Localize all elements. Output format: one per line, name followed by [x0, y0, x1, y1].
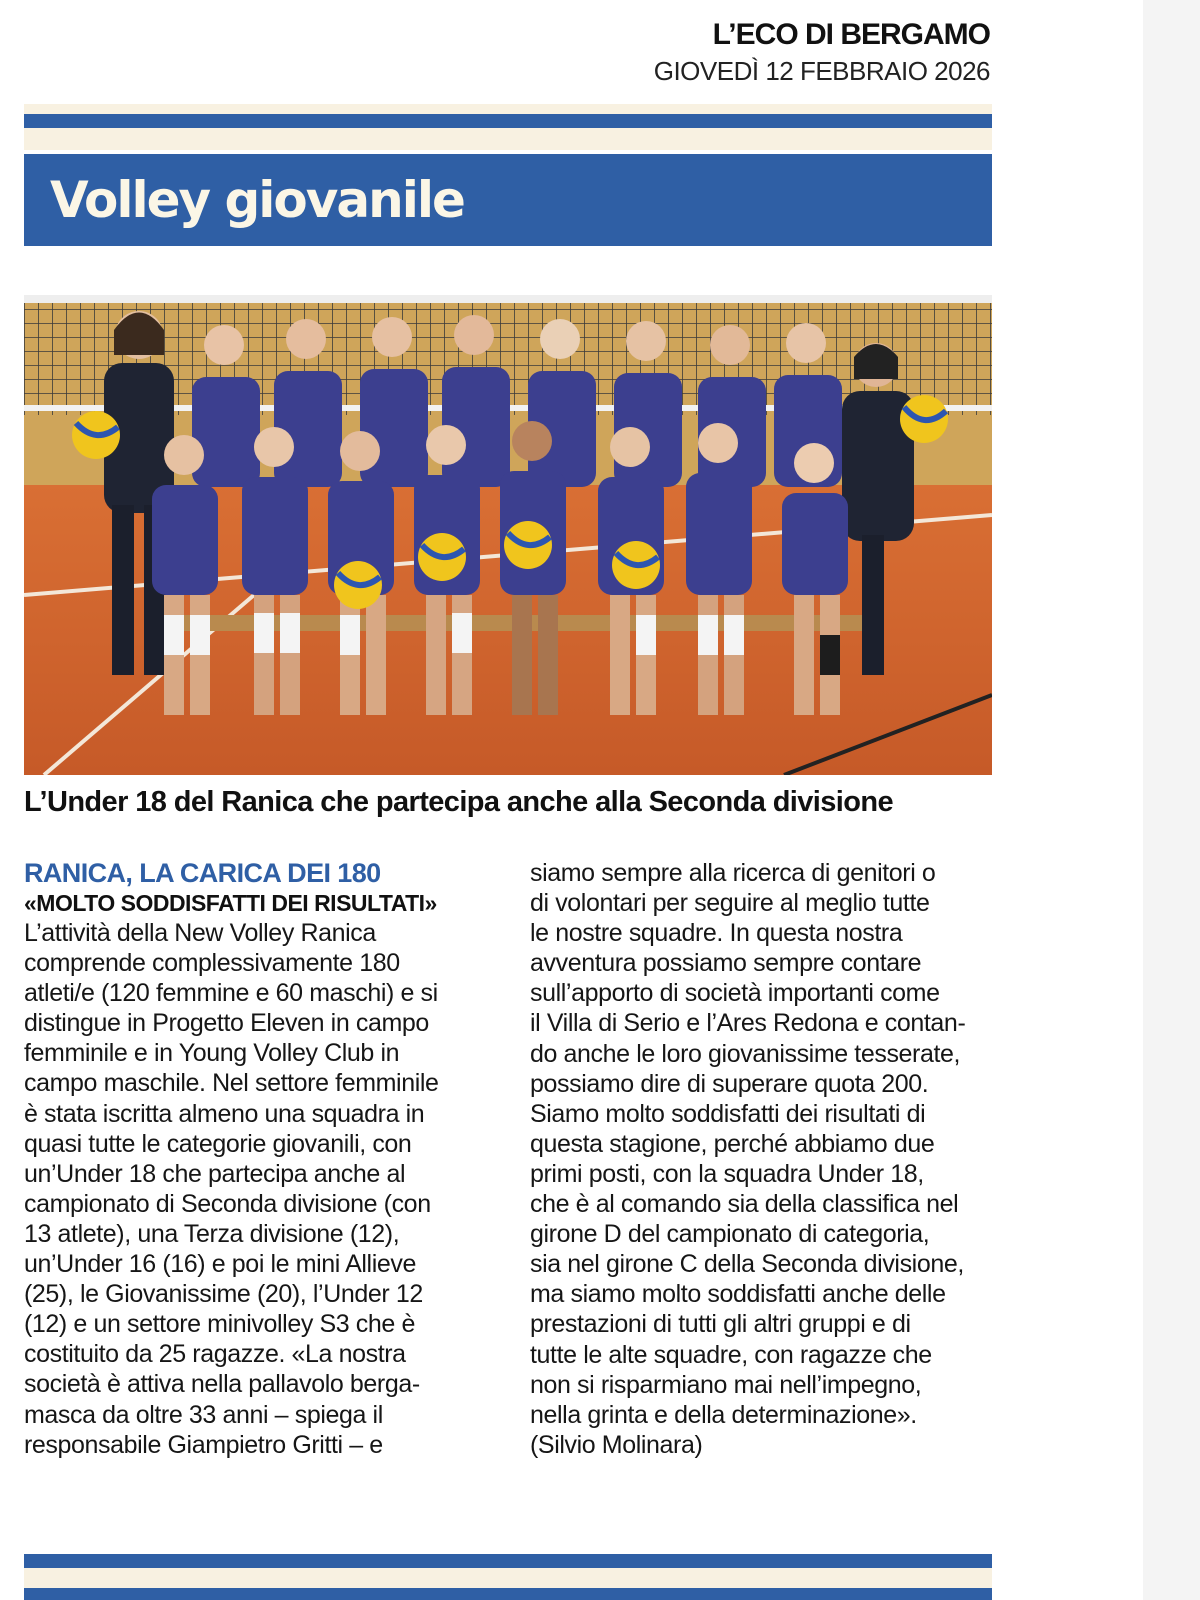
photo-caption: L’Under 18 del Ranica che partecipa anche alla Seconda divisione	[24, 786, 893, 818]
article-text-line: comprende complessivamente 180	[24, 949, 400, 978]
article-subheadline: «MOLTO SODDISFATTI DEI RISULTATI»	[24, 890, 437, 916]
section-title: Volley giovanile	[50, 171, 464, 229]
article-text-line: responsabile Giampietro Gritti – e	[24, 1430, 383, 1459]
article-text-line: campionato di Seconda divisione (con	[24, 1189, 431, 1218]
article-text-line: girone D del campionato di categoria,	[530, 1220, 930, 1249]
article-text-line: di volontari per seguire al meglio tutte	[530, 889, 930, 918]
article-text-line: sia nel girone C della Seconda divisione,	[530, 1250, 964, 1279]
cream-band	[24, 128, 992, 150]
team-photo	[24, 295, 992, 775]
article-text-line: questa stagione, perché abbiamo due	[530, 1129, 935, 1158]
article-column-left	[24, 858, 494, 1460]
article-text-line: non si risparmiano mai nell’impegno,	[530, 1370, 922, 1399]
article-text-line: un’Under 18 che partecipa anche al	[24, 1159, 406, 1188]
article-text-line: atleti/e (120 femmine e 60 maschi) e si	[24, 979, 438, 1008]
article-text-line: primi posti, con la squadra Under 18,	[530, 1159, 924, 1188]
section-banner	[24, 154, 992, 246]
article-text-line: ma siamo molto soddisfatti anche delle	[530, 1280, 946, 1309]
article-column-right	[530, 858, 990, 1460]
article-text-line: che è al comando sia della classifica nel	[530, 1190, 959, 1219]
article-body-left	[24, 918, 494, 1460]
article-text-line: prestazioni di tutti gli altri gruppi e di	[530, 1310, 911, 1339]
article-text-line: do anche le loro giovanissime tesserate,	[530, 1039, 961, 1068]
article-text-line: distingue in Progetto Eleven in campo	[24, 1009, 429, 1038]
bottom-cream-strip	[24, 1568, 992, 1588]
article-text-line: nella grinta e della determinazione».	[530, 1400, 917, 1429]
article-text-line: femminile e in Young Volley Club in	[24, 1039, 400, 1068]
article-text-line: è stata iscritta almeno una squadra in	[24, 1099, 425, 1128]
article-text-line: 13 atlete), una Terza divisione (12),	[24, 1219, 400, 1248]
article-text-line: un’Under 16 (16) e poi le mini Allieve	[24, 1250, 416, 1279]
team-photo-illustration	[24, 295, 992, 775]
article-text-line: società è attiva nella pallavolo berga-	[24, 1370, 420, 1399]
article-text-line: Siamo molto soddisfatti dei risultati di	[530, 1099, 926, 1128]
bench	[144, 615, 874, 631]
page-gutter	[1143, 0, 1200, 1600]
article-text-line: campo maschile. Nel settore femminile	[24, 1069, 439, 1098]
article-text-line: il Villa di Serio e l’Ares Redona e contan-	[530, 1009, 966, 1038]
article-text-line: masca da oltre 33 anni – spiega il	[24, 1400, 383, 1429]
article-text-line: costituito da 25 ragazze. «La nostra	[24, 1340, 406, 1369]
article-text-line: le nostre squadre. In questa nostra	[530, 919, 903, 948]
article-text-line: tutte le alte squadre, con ragazze che	[530, 1340, 932, 1369]
masthead	[654, 16, 990, 88]
bottom-blue-bar-2	[24, 1588, 992, 1600]
article-headline: RANICA, LA CARICA DEI 180	[24, 858, 381, 888]
article-text-line: (12) e un settore minivolley S3 che è	[24, 1310, 415, 1339]
article-text-line: L’attività della New Volley Ranica	[24, 919, 376, 947]
article-text-line: avventura possiamo sempre contare	[530, 949, 922, 978]
bottom-blue-bar	[24, 1554, 992, 1568]
issue-date: GIOVEDÌ 12 FEBBRAIO 2026	[653, 56, 990, 86]
article-text-line: (Silvio Molinara)	[530, 1430, 703, 1459]
article-text-line: possiamo dire di superare quota 200.	[530, 1069, 929, 1098]
top-cream-strip	[24, 104, 992, 114]
article-text-line: (25), le Giovanissime (20), l’Under 12	[24, 1280, 423, 1309]
article-text-line: sull’apporto di società importanti come	[530, 979, 940, 1008]
article-text-line: quasi tutte le categorie giovanili, con	[24, 1129, 412, 1158]
newspaper-name: L’ECO DI BERGAMO	[712, 18, 990, 51]
article-body-right	[530, 858, 990, 1460]
top-blue-bar	[24, 114, 992, 128]
article-text-line: siamo sempre alla ricerca di genitori o	[530, 859, 936, 887]
